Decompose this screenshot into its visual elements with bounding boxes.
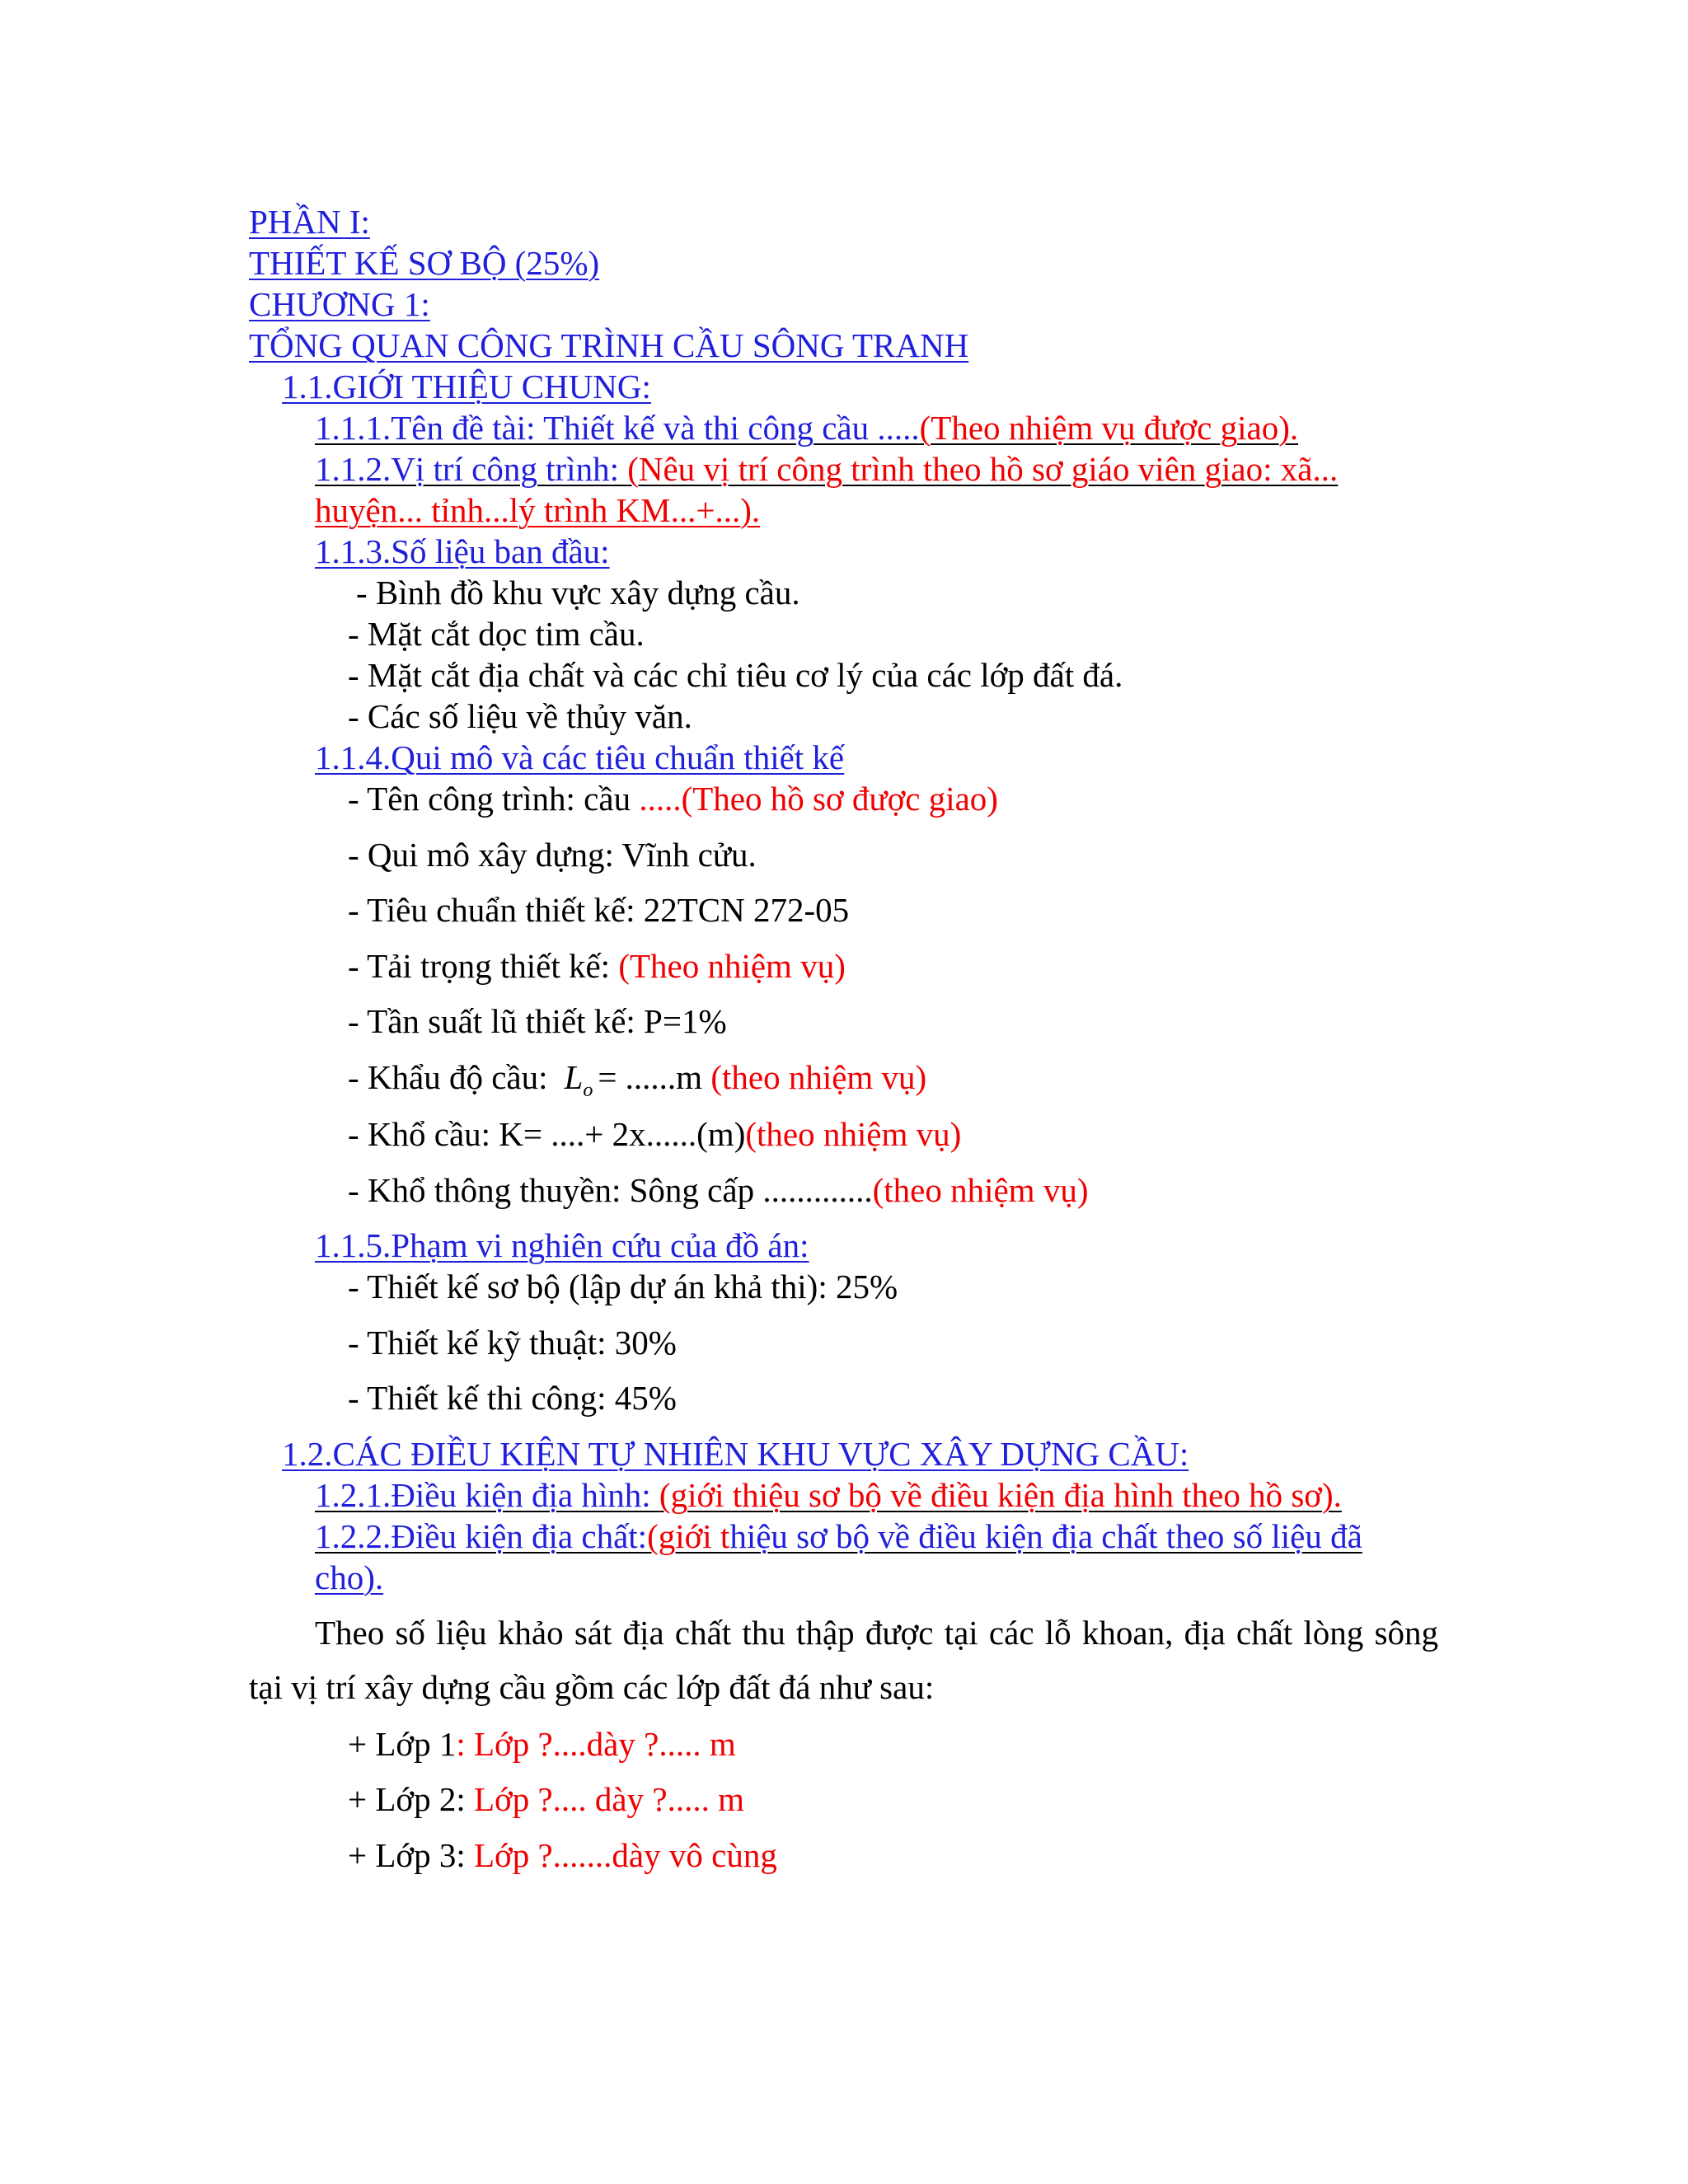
item-text: - Khổ thông thuyền: Sông cấp ............. [348, 1171, 873, 1209]
section-1-1-4-heading[interactable]: 1.1.4.Qui mô và các tiêu chuẩn thiết kế [315, 738, 845, 776]
item-text: - Tên công trình: cầu [348, 780, 640, 818]
list-item [348, 1169, 1088, 1211]
list-item [348, 945, 846, 987]
section-1-1-3-heading[interactable]: 1.1.3.Số liệu ban đầu: [315, 532, 610, 570]
section-1-2-2-note-blue: hiệu sơ bộ về điều kiện địa chất theo số liệu đã [729, 1517, 1362, 1555]
section-1-1-1-label: 1.1.1.Tên đề tài: Thiết kế và thi công cầu ..... [315, 409, 920, 447]
list-item: - Thiết kế kỹ thuật: 30% [348, 1324, 677, 1361]
section-1-2-2-heading[interactable] [315, 1516, 1362, 1557]
item-note: (theo nhiệm vụ) [872, 1171, 1089, 1209]
section-1-2-2-note: (giới t [647, 1517, 730, 1555]
section-1-2-1-heading[interactable] [315, 1474, 1342, 1516]
layer-prefix: + Lớp 1 [348, 1725, 457, 1763]
section-1-2-2-label: 1.2.2.Điều kiện địa chất: [315, 1517, 648, 1555]
layer-prefix: + Lớp 3: [348, 1836, 474, 1874]
layer-item [348, 1779, 744, 1820]
list-item: - Qui mô xây dựng: Vĩnh cửu. [348, 836, 757, 874]
section-1-2-2-continued: cho). [315, 1558, 384, 1596]
layer-item [348, 1723, 736, 1765]
layer-desc: : Lớp ?....dày ?..... m [456, 1725, 736, 1763]
item-text: - Tải trọng thiết kế: [348, 947, 619, 985]
list-item: - Bình đồ khu vực xây dựng cầu. [356, 574, 800, 612]
list-item [348, 778, 998, 819]
item-note: (theo nhiệm vụ) [745, 1115, 962, 1153]
layer-prefix: + Lớp 2: [348, 1780, 474, 1818]
list-item [348, 1057, 926, 1111]
item-text: - Khổ cầu: K= ....+ 2x......(m) [348, 1115, 746, 1153]
part-title[interactable]: PHẦN I: [249, 203, 370, 241]
section-1-1-2-note: (Nêu vị trí công trình theo hồ sơ giáo viên giao: xã... [627, 450, 1339, 488]
item-note: (Theo nhiệm vụ) [618, 947, 846, 985]
section-1-1-1-note: (Theo nhiệm vụ được giao). [919, 409, 1299, 447]
section-1-2-1-note: (giới thiệu sơ bộ về điều kiện địa hình theo hồ sơ). [659, 1476, 1342, 1514]
section-1-1-5-heading[interactable]: 1.1.5.Phạm vi nghiên cứu của đồ án: [315, 1226, 809, 1264]
layer-item [348, 1835, 777, 1876]
part-subtitle[interactable]: THIẾT KẾ SƠ BỘ (25%) [249, 244, 600, 282]
list-item: - Các số liệu về thủy văn. [348, 697, 692, 735]
list-item: - Tần suất lũ thiết kế: P=1% [348, 1002, 727, 1040]
section-1-1-2-note-continued: huyện... tỉnh...lý trình KM...+...). [315, 491, 761, 529]
list-item [348, 1113, 961, 1155]
list-item: - Mặt cắt địa chất và các chỉ tiêu cơ lý của các lớp đất đá. [348, 656, 1123, 694]
chapter-subtitle[interactable]: TỔNG QUAN CÔNG TRÌNH CẦU SÔNG TRANH [249, 326, 969, 364]
section-1-1-heading[interactable] [282, 366, 651, 407]
item-note: .....(Theo hồ sơ được giao) [639, 780, 998, 818]
list-item: - Thiết kế thi công: 45% [348, 1379, 677, 1417]
span-length-symbol: $L_o$ [564, 1058, 593, 1102]
list-item: - Tiêu chuẩn thiết kế: 22TCN 272-05 [348, 891, 850, 929]
geology-paragraph: Theo số liệu khảo sát địa chất thu thập được tại các lỗ khoan, địa chất lòng sông tại vị trí xây dựng cầu gồm các lớp đất đá như sau: [249, 1614, 1438, 1706]
layer-desc: Lớp ?.......dày vô cùng [474, 1836, 777, 1874]
list-item: - Mặt cắt dọc tim cầu. [348, 615, 645, 653]
section-1-1-2-label: 1.1.2.Vị trí công trình: [315, 450, 628, 488]
section-1-2-heading[interactable]: 1.2.CÁC ĐIỀU KIỆN TỰ NHIÊN KHU VỰC XÂY DỰNG CẦU: [282, 1435, 1189, 1473]
section-1-1-1-heading[interactable] [315, 407, 1298, 448]
section-1-1-2-heading[interactable] [315, 448, 1338, 490]
item-note: (theo nhiệm vụ) [710, 1058, 927, 1096]
section-1-1-title: 1.1.GIỚI THIỆU CHUNG: [282, 368, 651, 405]
item-text: - Khẩu độ cầu: [348, 1058, 548, 1096]
chapter-title[interactable]: CHƯƠNG 1: [249, 285, 430, 323]
layer-desc: Lớp ?.... dày ?..... m [474, 1780, 744, 1818]
section-1-2-1-label: 1.2.1.Điều kiện địa hình: [315, 1476, 659, 1514]
item-value: = ......m [598, 1058, 711, 1096]
list-item: - Thiết kế sơ bộ (lập dự án khả thi): 25% [348, 1268, 898, 1305]
